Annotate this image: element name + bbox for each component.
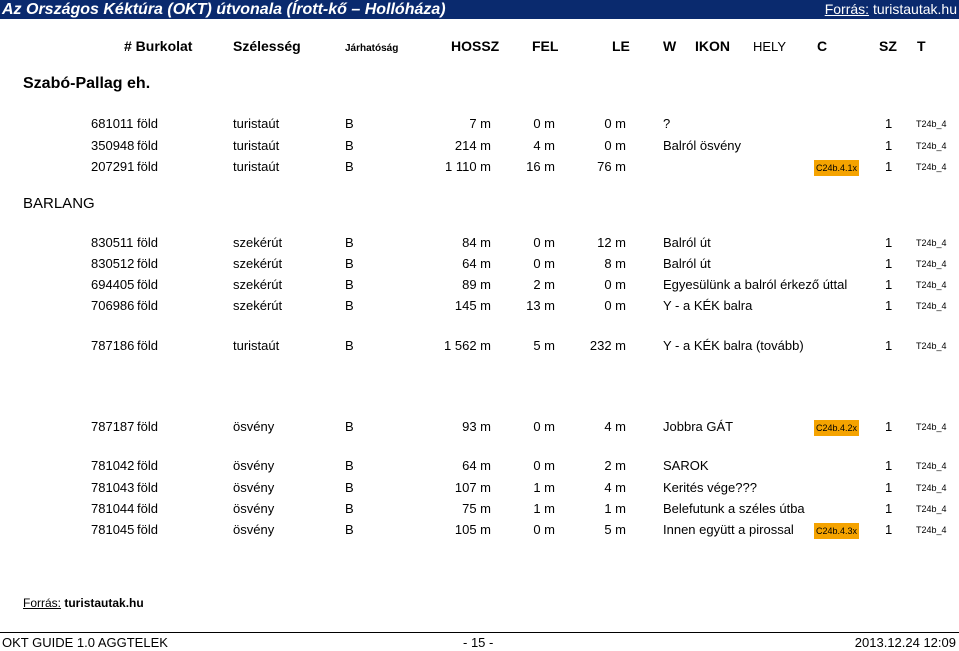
row-length: 84 m [462, 235, 491, 250]
row-length: 93 m [462, 419, 491, 434]
row-surface: föld [137, 338, 158, 353]
row-pass: B [345, 458, 354, 473]
row-id: 207291 [91, 159, 135, 174]
col-c: C [817, 38, 828, 54]
row-c: 1 [885, 419, 893, 434]
row-width: ösvény [233, 458, 275, 473]
row-surface: föld [137, 256, 158, 271]
row-up: 2 m [533, 277, 555, 292]
table-row [0, 479, 959, 497]
row-pass: B [345, 480, 354, 495]
row-pass: B [345, 501, 354, 516]
source-label[interactable]: Forrás: [824, 1, 870, 17]
row-down: 76 m [597, 159, 626, 174]
col-szelesseg: Szélesség [233, 38, 301, 54]
row-up: 0 m [533, 458, 555, 473]
row-down: 0 m [604, 298, 626, 313]
row-c: 1 [885, 235, 893, 250]
row-id: 350948 [91, 138, 135, 153]
row-direction: Y - a KÉK balra (tovább) [663, 338, 804, 353]
row-up: 0 m [533, 256, 555, 271]
col-jarhatosag: Járhatóság [345, 43, 399, 54]
row-length: 89 m [462, 277, 491, 292]
row-direction: Balról ösvény [663, 138, 742, 153]
source-value: turistautak.hu [872, 1, 957, 17]
row-sz: T24b_4 [916, 422, 947, 432]
row-pass: B [345, 419, 354, 434]
table-row [0, 457, 959, 475]
row-down: 4 m [604, 480, 626, 495]
row-surface: föld [137, 501, 158, 516]
col-sz: SZ [879, 38, 897, 54]
row-c: 1 [885, 138, 893, 153]
row-direction: Jobbra GÁT [663, 419, 734, 434]
col-le: LE [612, 38, 630, 54]
row-c: 1 [885, 116, 893, 131]
row-width: turistaút [233, 159, 280, 174]
source-top [825, 0, 957, 19]
footer-divider [0, 632, 959, 633]
row-id: 781042 [91, 458, 135, 473]
row-up: 1 m [533, 501, 555, 516]
row-down: 0 m [604, 116, 626, 131]
row-up: 0 m [533, 235, 555, 250]
row-sz: T24b_4 [916, 483, 947, 493]
col-ikon: IKON [695, 38, 730, 54]
row-pass: B [345, 116, 354, 131]
row-surface: föld [137, 419, 158, 434]
row-up: 0 m [533, 419, 555, 434]
row-direction: Balról út [663, 235, 711, 250]
row-width: ösvény [233, 501, 275, 516]
row-sz: T24b_4 [916, 259, 947, 269]
row-direction: Belefutunk a széles útba [663, 501, 805, 516]
row-surface: föld [137, 480, 158, 495]
row-length: 1 110 m [444, 159, 491, 174]
col-t: T [917, 38, 926, 54]
row-surface: föld [137, 159, 158, 174]
row-surface: föld [137, 522, 158, 537]
row-direction: SAROK [663, 458, 709, 473]
row-direction: Egyesülünk a balról érkező úttal [663, 277, 848, 292]
row-id: 830511 [91, 235, 134, 250]
row-c: 1 [885, 298, 893, 313]
row-down: 12 m [597, 235, 626, 250]
row-direction: Kerités vége??? [663, 480, 757, 495]
row-c: 1 [885, 480, 893, 495]
table-row [0, 521, 959, 539]
row-down: 0 m [604, 277, 626, 292]
section-barlang: BARLANG [23, 195, 95, 212]
footer-date: 2013.12.24 12:09 [854, 635, 956, 650]
row-id: 787186 [91, 338, 135, 353]
row-surface: föld [137, 298, 158, 313]
row-c: 1 [885, 338, 893, 353]
row-sz: T24b_4 [916, 301, 947, 311]
row-width: szekérút [233, 277, 283, 292]
row-up: 1 m [533, 480, 555, 495]
row-width: ösvény [233, 419, 275, 434]
row-surface: föld [137, 116, 158, 131]
row-width: ösvény [233, 522, 275, 537]
row-surface: föld [137, 235, 158, 250]
table-row [0, 297, 959, 315]
row-c: 1 [885, 256, 893, 271]
row-down: 0 m [604, 138, 626, 153]
row-up: 0 m [533, 116, 555, 131]
table-row [0, 255, 959, 273]
row-width: turistaút [233, 138, 280, 153]
row-id: 781044 [91, 501, 135, 516]
row-id: 787187 [91, 419, 135, 434]
row-pass: B [345, 256, 354, 271]
row-pass: B [345, 522, 354, 537]
row-sz: T24b_4 [916, 525, 947, 535]
row-id: 694405 [91, 277, 135, 292]
row-width: szekérút [233, 298, 283, 313]
col-hely: HELY [753, 39, 786, 54]
row-c: 1 [885, 159, 893, 174]
row-sz: T24b_4 [916, 162, 947, 172]
row-direction: ? [663, 116, 671, 131]
footer-source-value: turistautak.hu [64, 596, 144, 610]
row-width: turistaút [233, 338, 280, 353]
row-down: 1 m [604, 501, 626, 516]
row-down: 5 m [604, 522, 626, 537]
table-row [0, 500, 959, 518]
row-down: 232 m [589, 338, 626, 353]
row-width: szekérút [233, 256, 283, 271]
row-surface: föld [137, 458, 158, 473]
row-sz: T24b_4 [916, 141, 947, 151]
row-up: 4 m [533, 138, 555, 153]
table-row [0, 276, 959, 294]
table-row [0, 418, 959, 436]
row-direction: Balról út [663, 256, 711, 271]
row-c: 1 [885, 522, 893, 537]
row-sz: T24b_4 [916, 461, 947, 471]
row-up: 16 m [526, 159, 555, 174]
row-width: szekérút [233, 235, 283, 250]
row-direction: Innen együtt a pirossal [663, 522, 794, 537]
row-direction: Y - a KÉK balra [663, 298, 753, 313]
row-sz: T24b_4 [916, 238, 947, 248]
row-width: turistaút [233, 116, 280, 131]
row-sz: T24b_4 [916, 280, 947, 290]
table-row [0, 234, 959, 252]
source-footer [23, 595, 144, 611]
table-row [0, 158, 959, 176]
row-length: 107 m [454, 480, 491, 495]
row-down: 8 m [604, 256, 626, 271]
row-id: 830512 [91, 256, 135, 271]
row-length: 75 m [462, 501, 491, 516]
row-pass: B [345, 338, 354, 353]
waypoint-code-badge: C24b.4.2x [814, 420, 859, 436]
col-burkolat: # Burkolat [124, 38, 193, 54]
table-row [0, 137, 959, 155]
row-c: 1 [885, 501, 893, 516]
col-fel: FEL [532, 38, 559, 54]
footer-source-label[interactable]: Forrás: [23, 596, 62, 610]
row-length: 7 m [469, 116, 491, 131]
row-sz: T24b_4 [916, 119, 947, 129]
row-down: 2 m [604, 458, 626, 473]
row-id: 781045 [91, 522, 135, 537]
row-id: 681011 [91, 116, 134, 131]
row-id: 706986 [91, 298, 135, 313]
row-pass: B [345, 235, 354, 250]
row-c: 1 [885, 277, 893, 292]
col-w: W [663, 38, 677, 54]
row-surface: föld [137, 138, 158, 153]
section-szabo-pallag: Szabó-Pallag eh. [23, 75, 151, 92]
row-width: ösvény [233, 480, 275, 495]
row-length: 145 m [454, 298, 491, 313]
row-length: 214 m [454, 138, 491, 153]
row-surface: föld [137, 277, 158, 292]
footer-page-number: - 15 - [463, 635, 494, 650]
row-up: 5 m [533, 338, 555, 353]
footer-guide: OKT GUIDE 1.0 AGGTELEK [2, 635, 168, 650]
row-pass: B [345, 277, 354, 292]
row-down: 4 m [604, 419, 626, 434]
row-id: 781043 [91, 480, 135, 495]
row-up: 0 m [533, 522, 555, 537]
row-length: 64 m [462, 458, 491, 473]
row-pass: B [345, 159, 354, 174]
row-length: 105 m [454, 522, 491, 537]
row-pass: B [345, 298, 354, 313]
row-length: 64 m [462, 256, 491, 271]
row-up: 13 m [526, 298, 555, 313]
row-sz: T24b_4 [916, 341, 947, 351]
waypoint-code-badge: C24b.4.3x [814, 523, 859, 539]
row-length: 1 562 m [444, 338, 491, 353]
table-row [0, 337, 959, 355]
waypoint-code-badge: C24b.4.1x [814, 160, 859, 176]
table-row [0, 115, 959, 133]
row-pass: B [345, 138, 354, 153]
row-c: 1 [885, 458, 893, 473]
page-title: Az Országos Kéktúra (OKT) útvonala (Írott-kő – Hollóháza) [2, 1, 446, 18]
col-hossz: HOSSZ [451, 38, 500, 54]
row-sz: T24b_4 [916, 504, 947, 514]
